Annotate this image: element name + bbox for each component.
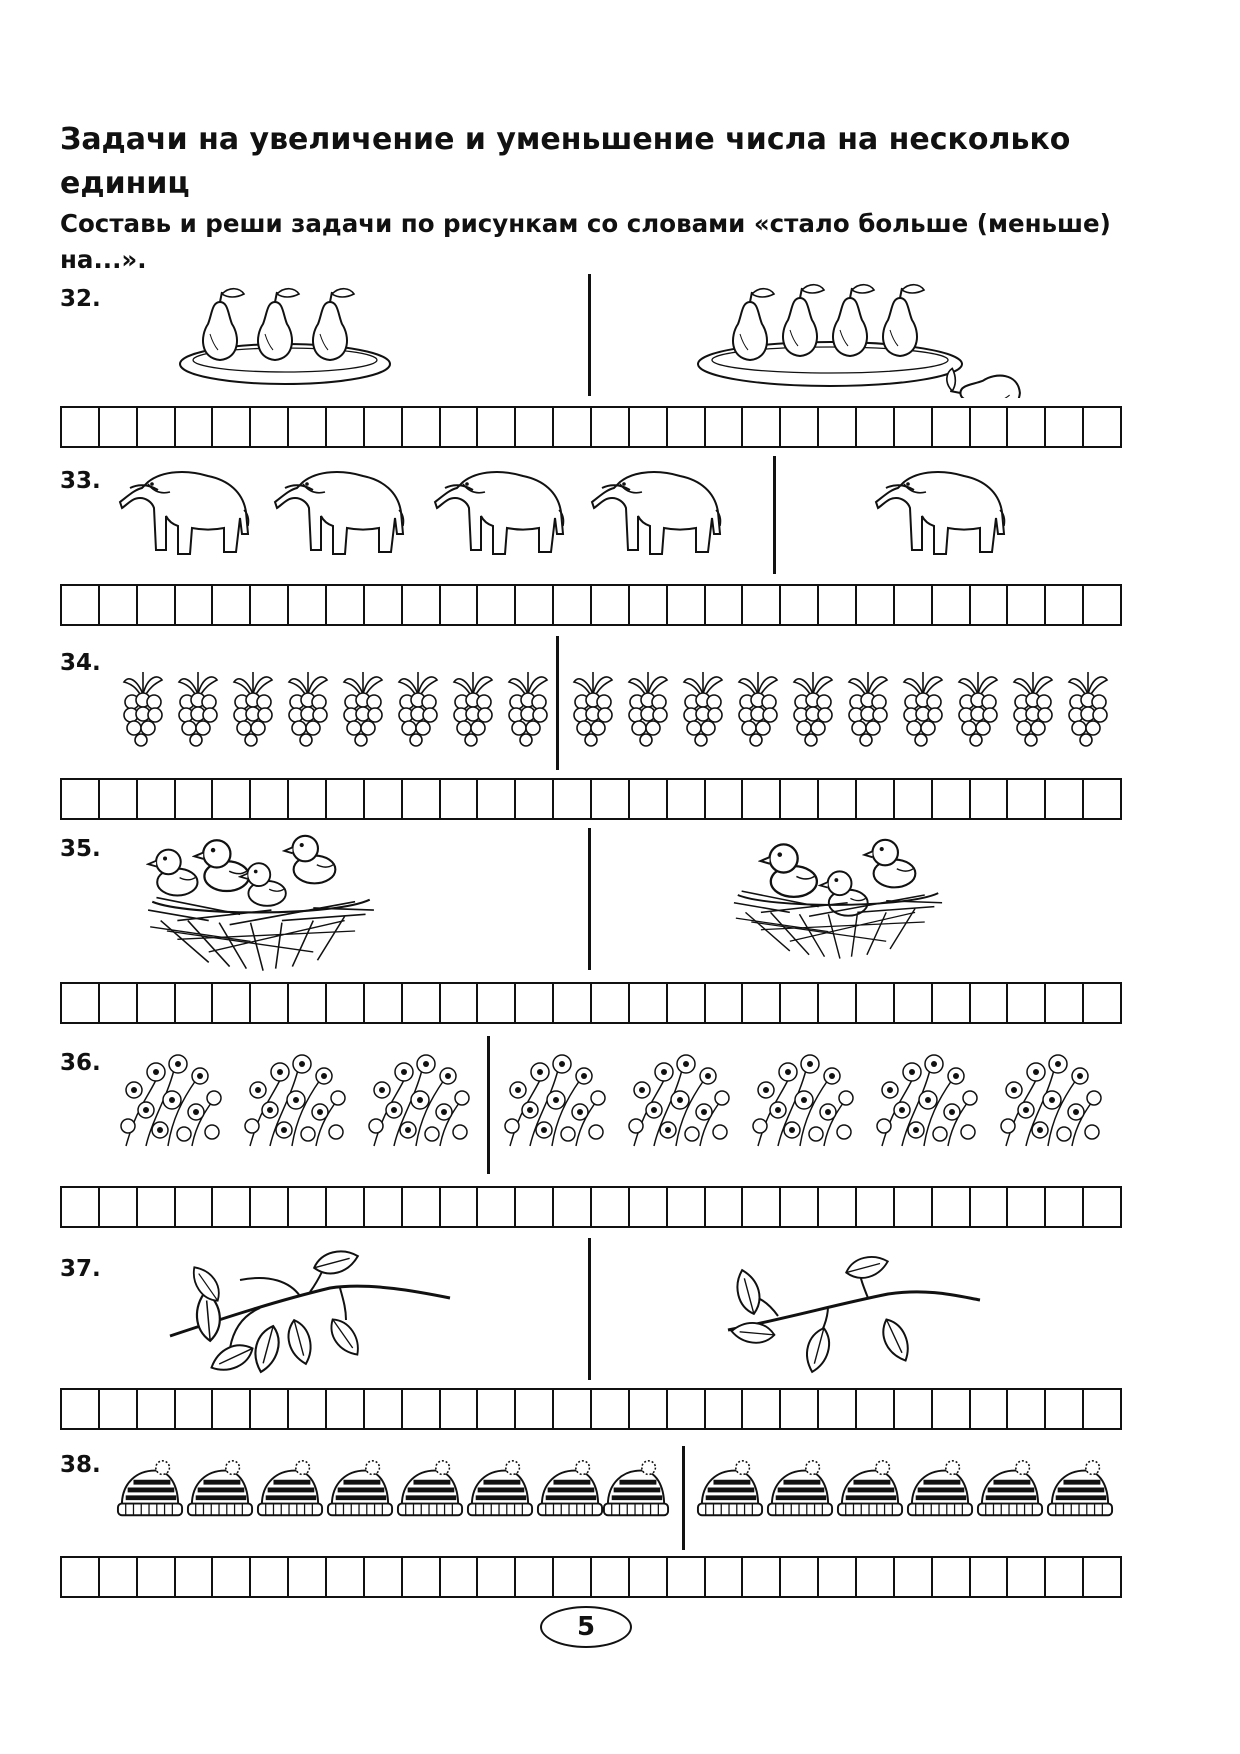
answer-grid-cell[interactable] (706, 1558, 744, 1596)
answer-grid-cell[interactable] (62, 408, 100, 446)
answer-grid-cell[interactable] (251, 408, 289, 446)
raspberry-group-left (118, 668, 554, 748)
answer-grid-cell[interactable] (478, 984, 516, 1022)
answer-grid-cell[interactable] (327, 408, 365, 446)
answer-grid-cell[interactable] (554, 586, 592, 624)
answer-grid-cell[interactable] (176, 1558, 214, 1596)
answer-grid-cell[interactable] (516, 586, 554, 624)
knit-hat-icon (908, 1461, 972, 1515)
raspberry-icon (509, 672, 547, 746)
answer-grid-cell[interactable] (365, 780, 403, 818)
answer-grid-cell[interactable] (403, 1188, 441, 1226)
answer-grid-cell[interactable] (213, 1188, 251, 1226)
answer-grid-cell[interactable] (819, 984, 857, 1022)
chick-icon (284, 836, 335, 884)
answer-grid-cell[interactable] (441, 1188, 479, 1226)
answer-grid-cell[interactable] (706, 408, 744, 446)
answer-grid-cell[interactable] (554, 780, 592, 818)
answer-grid-cell[interactable] (327, 1558, 365, 1596)
knit-hat-group-left (116, 1458, 670, 1520)
answer-grid-cell[interactable] (138, 1558, 176, 1596)
answer-grid-cell[interactable] (441, 984, 479, 1022)
answer-grid-cell[interactable] (819, 586, 857, 624)
answer-grid-cell[interactable] (630, 408, 668, 446)
answer-grid-cell[interactable] (1008, 586, 1046, 624)
answer-grid-cell[interactable] (403, 1558, 441, 1596)
answer-grid-cell[interactable] (478, 1390, 516, 1428)
task-number: 36. (60, 1050, 101, 1076)
answer-grid-cell[interactable] (251, 984, 289, 1022)
answer-grid-cell[interactable] (213, 1558, 251, 1596)
raspberry-icon (794, 672, 832, 746)
answer-grid-cell[interactable] (176, 408, 214, 446)
task-number: 34. (60, 650, 101, 676)
answer-grid-cell[interactable] (857, 1188, 895, 1226)
answer-grid-cell[interactable] (478, 408, 516, 446)
answer-grid-cell[interactable] (781, 408, 819, 446)
answer-grid-cell[interactable] (289, 586, 327, 624)
elephant-group-right (874, 462, 1024, 562)
leaf-icon (875, 1319, 916, 1360)
chick-icon (761, 844, 817, 896)
knit-hat-icon (538, 1461, 602, 1515)
answer-grid-cell[interactable] (630, 586, 668, 624)
answer-grid-cell[interactable] (138, 1390, 176, 1428)
knit-hat-group-right (696, 1458, 1116, 1520)
answer-grid-cell[interactable] (327, 586, 365, 624)
answer-grid-cell[interactable] (289, 1558, 327, 1596)
answer-grid-cell[interactable] (554, 408, 592, 446)
answer-grid-cell[interactable] (743, 408, 781, 446)
answer-grid-cell[interactable] (933, 1188, 971, 1226)
answer-grid-cell[interactable] (781, 1188, 819, 1226)
raspberry-icon (959, 672, 997, 746)
answer-grid-cell[interactable] (327, 984, 365, 1022)
knit-hat-icon (1048, 1461, 1112, 1515)
knit-hat-icon (398, 1461, 462, 1515)
raspberry-icon (399, 672, 437, 746)
task-number: 35. (60, 836, 101, 862)
column-divider (487, 1036, 490, 1174)
answer-grid-cell[interactable] (100, 1188, 138, 1226)
answer-grid-cell[interactable] (668, 586, 706, 624)
answer-grid-cell[interactable] (1046, 1558, 1084, 1596)
answer-grid-cell[interactable] (100, 1390, 138, 1428)
answer-grid-cell[interactable] (706, 1188, 744, 1226)
knit-hat-icon (838, 1461, 902, 1515)
answer-grid-cell[interactable] (289, 1390, 327, 1428)
answer-grid-cell[interactable] (743, 984, 781, 1022)
answer-grid-cell[interactable] (516, 408, 554, 446)
answer-grid-cell[interactable] (895, 1558, 933, 1596)
answer-grid-cell[interactable] (819, 1188, 857, 1226)
flower-bush-group-right (500, 1050, 1114, 1150)
column-divider (773, 456, 776, 574)
answer-grid-cell[interactable] (819, 780, 857, 818)
answer-grid-cell[interactable] (1046, 408, 1084, 446)
raspberry-icon (344, 672, 382, 746)
answer-grid-cell[interactable] (971, 780, 1009, 818)
answer-grid-cell[interactable] (403, 984, 441, 1022)
answer-grid-cell[interactable] (327, 1390, 365, 1428)
answer-grid-cell[interactable] (895, 408, 933, 446)
answer-grid-cell[interactable] (478, 780, 516, 818)
answer-grid-cell[interactable] (1008, 1390, 1046, 1428)
answer-grid-cell[interactable] (781, 780, 819, 818)
answer-grid-cell[interactable] (176, 1390, 214, 1428)
branch-with-leaves-left (150, 1238, 460, 1378)
answer-grid-cell[interactable] (1008, 1558, 1046, 1596)
answer-grid-cell[interactable] (554, 1390, 592, 1428)
answer-grid-cell[interactable] (1046, 1390, 1084, 1428)
elephant-icon (876, 472, 1005, 554)
answer-grid-cell[interactable] (213, 780, 251, 818)
answer-grid-cell[interactable] (857, 780, 895, 818)
answer-grid-cell[interactable] (1008, 1188, 1046, 1226)
answer-grid-cell[interactable] (743, 780, 781, 818)
flower-bush-icon (505, 1055, 605, 1146)
instruction-text: Составь и реши задачи по рисункам со словами «стало больше (меньше) на...». (60, 209, 1111, 274)
answer-grid-cell[interactable] (743, 1558, 781, 1596)
answer-grid-cell[interactable] (933, 586, 971, 624)
answer-grid-cell[interactable] (895, 984, 933, 1022)
answer-grid-cell[interactable] (971, 984, 1009, 1022)
answer-grid[interactable] (60, 1186, 1122, 1228)
answer-grid-cell[interactable] (592, 1558, 630, 1596)
answer-grid-cell[interactable] (441, 1390, 479, 1428)
leaf-icon (189, 1267, 223, 1301)
chick-icon (194, 840, 249, 891)
flower-bush-icon (369, 1055, 469, 1146)
answer-grid-cell[interactable] (781, 984, 819, 1022)
answer-grid-cell[interactable] (1046, 586, 1084, 624)
answer-grid-cell[interactable] (441, 780, 479, 818)
answer-grid-cell[interactable] (441, 1558, 479, 1596)
answer-grid-cell[interactable] (62, 586, 100, 624)
chick-icon (148, 850, 197, 896)
answer-grid-cell[interactable] (62, 1188, 100, 1226)
knit-hat-icon (768, 1461, 832, 1515)
answer-grid-cell[interactable] (781, 1390, 819, 1428)
answer-grid-cell[interactable] (365, 1188, 403, 1226)
flower-bush-icon (753, 1055, 853, 1146)
answer-grid-cell[interactable] (706, 1390, 744, 1428)
answer-grid-cell[interactable] (592, 984, 630, 1022)
pears-on-plate-left (170, 276, 400, 396)
chicks-in-nest-right (728, 830, 948, 970)
answer-grid-cell[interactable] (138, 586, 176, 624)
answer-grid-cell[interactable] (857, 1558, 895, 1596)
answer-grid-cell[interactable] (592, 1390, 630, 1428)
answer-grid-cell[interactable] (1084, 1390, 1120, 1428)
answer-grid-cell[interactable] (100, 408, 138, 446)
answer-grid-cell[interactable] (1046, 780, 1084, 818)
answer-grid-cell[interactable] (251, 1558, 289, 1596)
answer-grid-cell[interactable] (516, 984, 554, 1022)
answer-grid-cell[interactable] (819, 408, 857, 446)
answer-grid-cell[interactable] (100, 586, 138, 624)
answer-grid-cell[interactable] (668, 408, 706, 446)
column-divider (588, 828, 591, 970)
chick-icon (864, 840, 915, 888)
answer-grid[interactable] (60, 584, 1122, 626)
raspberry-icon (574, 672, 612, 746)
task-number: 33. (60, 468, 101, 494)
answer-grid-cell[interactable] (933, 780, 971, 818)
answer-grid-cell[interactable] (933, 408, 971, 446)
elephant-icon (592, 472, 721, 554)
answer-grid-cell[interactable] (592, 408, 630, 446)
answer-grid-cell[interactable] (441, 408, 479, 446)
knit-hat-icon (978, 1461, 1042, 1515)
answer-grid[interactable] (60, 1556, 1122, 1598)
answer-grid-cell[interactable] (62, 780, 100, 818)
answer-grid-cell[interactable] (365, 586, 403, 624)
answer-grid-cell[interactable] (1084, 408, 1120, 446)
answer-grid-cell[interactable] (706, 984, 744, 1022)
knit-hat-icon (188, 1461, 252, 1515)
raspberry-icon (234, 672, 272, 746)
answer-grid-cell[interactable] (857, 984, 895, 1022)
answer-grid-cell[interactable] (933, 1390, 971, 1428)
knit-hat-icon (328, 1461, 392, 1515)
answer-grid-cell[interactable] (403, 1390, 441, 1428)
answer-grid-cell[interactable] (251, 1390, 289, 1428)
raspberry-icon (849, 672, 887, 746)
answer-grid-cell[interactable] (1008, 984, 1046, 1022)
answer-grid-cell[interactable] (365, 1390, 403, 1428)
answer-grid-cell[interactable] (251, 586, 289, 624)
answer-grid-cell[interactable] (176, 984, 214, 1022)
answer-grid-cell[interactable] (857, 408, 895, 446)
answer-grid-cell[interactable] (213, 1390, 251, 1428)
raspberry-icon (629, 672, 667, 746)
answer-grid-cell[interactable] (668, 1188, 706, 1226)
chicks-in-nest-left (142, 830, 382, 978)
answer-grid-cell[interactable] (706, 780, 744, 818)
flower-bush-icon (1001, 1055, 1101, 1146)
answer-grid-cell[interactable] (138, 408, 176, 446)
answer-grid-cell[interactable] (62, 984, 100, 1022)
answer-grid-cell[interactable] (62, 1390, 100, 1428)
page-number-oval (540, 1606, 632, 1648)
answer-grid-cell[interactable] (441, 586, 479, 624)
answer-grid-cell[interactable] (895, 1188, 933, 1226)
leaf-icon (846, 1248, 888, 1288)
knit-hat-icon (118, 1461, 182, 1515)
answer-grid-cell[interactable] (971, 1558, 1009, 1596)
answer-grid-cell[interactable] (819, 1558, 857, 1596)
answer-grid-cell[interactable] (895, 780, 933, 818)
answer-grid-cell[interactable] (176, 586, 214, 624)
answer-grid-cell[interactable] (554, 984, 592, 1022)
answer-grid-cell[interactable] (971, 1390, 1009, 1428)
answer-grid-cell[interactable] (819, 1390, 857, 1428)
answer-grid-cell[interactable] (857, 1390, 895, 1428)
answer-grid-cell[interactable] (100, 984, 138, 1022)
answer-grid-cell[interactable] (403, 408, 441, 446)
answer-grid-cell[interactable] (743, 1188, 781, 1226)
raspberry-icon (1014, 672, 1052, 746)
branch-with-leaves-right (718, 1248, 988, 1378)
answer-grid-cell[interactable] (403, 586, 441, 624)
answer-grid-cell[interactable] (668, 984, 706, 1022)
flower-bush-icon (121, 1055, 221, 1146)
answer-grid-cell[interactable] (781, 1558, 819, 1596)
answer-grid-cell[interactable] (1046, 984, 1084, 1022)
answer-grid-cell[interactable] (213, 984, 251, 1022)
leaf-icon (796, 1328, 840, 1372)
answer-grid-cell[interactable] (516, 1558, 554, 1596)
flower-bush-icon (245, 1055, 345, 1146)
answer-grid[interactable] (60, 982, 1122, 1024)
raspberry-icon (179, 672, 217, 746)
leaf-icon (278, 1320, 322, 1364)
answer-grid-cell[interactable] (403, 780, 441, 818)
answer-grid-cell[interactable] (592, 586, 630, 624)
raspberry-group-right (568, 668, 1120, 748)
page-title: Задачи на увеличение и уменьшение числа на несколько единиц (60, 122, 1071, 201)
answer-grid-cell[interactable] (62, 1558, 100, 1596)
answer-grid-cell[interactable] (213, 586, 251, 624)
answer-grid-cell[interactable] (1008, 408, 1046, 446)
flower-bush-icon (877, 1055, 977, 1146)
answer-grid-cell[interactable] (289, 780, 327, 818)
answer-grid-cell[interactable] (630, 1188, 668, 1226)
answer-grid-cell[interactable] (743, 586, 781, 624)
answer-grid-cell[interactable] (478, 1558, 516, 1596)
answer-grid-cell[interactable] (1084, 1558, 1120, 1596)
answer-grid-cell[interactable] (176, 1188, 214, 1226)
answer-grid-cell[interactable] (668, 780, 706, 818)
answer-grid-cell[interactable] (138, 780, 176, 818)
leaf-icon (726, 1270, 770, 1314)
answer-grid-cell[interactable] (1084, 1188, 1120, 1226)
raspberry-icon (904, 672, 942, 746)
knit-hat-icon (698, 1461, 762, 1515)
answer-grid-cell[interactable] (554, 1188, 592, 1226)
answer-grid-cell[interactable] (1084, 780, 1120, 818)
answer-grid-cell[interactable] (630, 1390, 668, 1428)
answer-grid-cell[interactable] (478, 586, 516, 624)
answer-grid-cell[interactable] (138, 1188, 176, 1226)
task-number: 37. (60, 1256, 101, 1282)
answer-grid-cell[interactable] (327, 1188, 365, 1226)
answer-grid-cell[interactable] (592, 780, 630, 818)
answer-grid-cell[interactable] (365, 408, 403, 446)
knit-hat-icon (258, 1461, 322, 1515)
raspberry-icon (684, 672, 722, 746)
answer-grid-cell[interactable] (100, 1558, 138, 1596)
answer-grid-cell[interactable] (289, 984, 327, 1022)
answer-grid-cell[interactable] (630, 984, 668, 1022)
leaf-icon (314, 1240, 358, 1284)
answer-grid[interactable] (60, 1388, 1122, 1430)
answer-grid[interactable] (60, 406, 1122, 448)
answer-grid-cell[interactable] (289, 408, 327, 446)
answer-grid-cell[interactable] (365, 1558, 403, 1596)
answer-grid-cell[interactable] (1008, 780, 1046, 818)
elephant-icon (120, 472, 249, 554)
answer-grid-cell[interactable] (592, 1188, 630, 1226)
column-divider (556, 636, 559, 770)
leaf-icon (211, 1337, 252, 1378)
raspberry-icon (289, 672, 327, 746)
answer-grid-cell[interactable] (781, 586, 819, 624)
answer-grid-cell[interactable] (630, 1558, 668, 1596)
flower-bush-icon (629, 1055, 729, 1146)
answer-grid-cell[interactable] (554, 1558, 592, 1596)
pear-icon (947, 368, 1020, 398)
answer-grid-cell[interactable] (933, 984, 971, 1022)
elephant-group-left (118, 462, 738, 562)
answer-grid-cell[interactable] (251, 780, 289, 818)
chick-icon (820, 871, 868, 915)
answer-grid-cell[interactable] (971, 586, 1009, 624)
pear-icon (883, 285, 924, 356)
answer-grid-cell[interactable] (176, 780, 214, 818)
task-number: 32. (60, 286, 101, 312)
raspberry-icon (454, 672, 492, 746)
answer-grid-cell[interactable] (478, 1188, 516, 1226)
flower-bush-group-left (116, 1050, 474, 1150)
answer-grid-cell[interactable] (516, 1390, 554, 1428)
answer-grid-cell[interactable] (100, 780, 138, 818)
leaf-icon (732, 1311, 775, 1354)
answer-grid-cell[interactable] (516, 780, 554, 818)
answer-grid-cell[interactable] (933, 1558, 971, 1596)
answer-grid-cell[interactable] (895, 1390, 933, 1428)
task-number: 38. (60, 1452, 101, 1478)
answer-grid-cell[interactable] (516, 1188, 554, 1226)
page-number: 5 (576, 1612, 596, 1642)
elephant-icon (435, 472, 564, 554)
answer-grid[interactable] (60, 778, 1122, 820)
answer-grid-cell[interactable] (365, 984, 403, 1022)
pears-on-plate-right (690, 274, 1030, 398)
nest-icon (148, 898, 374, 971)
answer-grid-cell[interactable] (857, 586, 895, 624)
answer-grid-cell[interactable] (1046, 1188, 1084, 1226)
answer-grid-cell[interactable] (289, 1188, 327, 1226)
knit-hat-icon (468, 1461, 532, 1515)
answer-grid-cell[interactable] (213, 408, 251, 446)
answer-grid-cell[interactable] (706, 586, 744, 624)
answer-grid-cell[interactable] (668, 1390, 706, 1428)
answer-grid-cell[interactable] (668, 1558, 706, 1596)
leaf-icon (327, 1319, 362, 1354)
answer-grid-cell[interactable] (971, 408, 1009, 446)
raspberry-icon (739, 672, 777, 746)
answer-grid-cell[interactable] (630, 780, 668, 818)
answer-grid-cell[interactable] (743, 1390, 781, 1428)
column-divider (682, 1446, 685, 1550)
raspberry-icon (1069, 672, 1107, 746)
elephant-icon (275, 472, 404, 554)
answer-grid-cell[interactable] (1084, 586, 1120, 624)
answer-grid-cell[interactable] (138, 984, 176, 1022)
column-divider (588, 1238, 591, 1380)
answer-grid-cell[interactable] (971, 1188, 1009, 1226)
raspberry-icon (124, 672, 162, 746)
answer-grid-cell[interactable] (327, 780, 365, 818)
column-divider (588, 274, 591, 396)
answer-grid-cell[interactable] (1084, 984, 1120, 1022)
knit-hat-icon (604, 1461, 668, 1515)
answer-grid-cell[interactable] (251, 1188, 289, 1226)
answer-grid-cell[interactable] (895, 586, 933, 624)
